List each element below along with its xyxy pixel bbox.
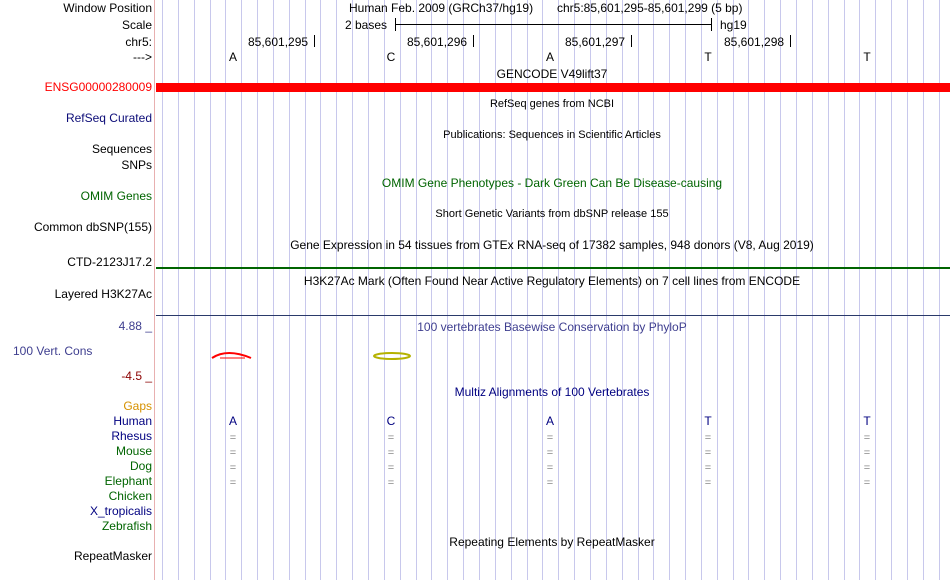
species-chicken: Chicken bbox=[108, 489, 152, 503]
scale-bar-right-tick bbox=[711, 18, 712, 31]
human-base: T bbox=[863, 414, 871, 428]
chrom-label: chr5: bbox=[125, 35, 152, 49]
alignment-match: = bbox=[229, 447, 237, 459]
species-zebrafish: Zebrafish bbox=[101, 519, 152, 533]
alignment-match: = bbox=[546, 462, 554, 474]
coord-tick bbox=[314, 35, 315, 47]
coord-label: 85,601,295 bbox=[248, 35, 309, 49]
gtex-gene-line[interactable] bbox=[156, 267, 950, 269]
human-base: A bbox=[545, 414, 554, 428]
coord-tick bbox=[790, 35, 791, 47]
species-x-tropicalis: X_tropicalis bbox=[89, 504, 152, 518]
phylop-min-label: -4.5 _ bbox=[121, 369, 152, 383]
alignment-match: = bbox=[863, 477, 871, 489]
alignment-match: = bbox=[863, 462, 871, 474]
human-base: C bbox=[386, 414, 396, 428]
strand-label: ---> bbox=[133, 50, 152, 64]
alignment-match: = bbox=[704, 447, 712, 459]
coord-tick bbox=[473, 35, 474, 47]
gencode-gene-label[interactable]: ENSG00000280009 bbox=[44, 80, 152, 94]
alignment-match: = bbox=[546, 447, 554, 459]
base-letter: C bbox=[386, 50, 396, 64]
scale-label: Scale bbox=[121, 18, 152, 32]
omim-track-title[interactable]: OMIM Gene Phenotypes - Dark Green Can Be Disease-causing bbox=[381, 176, 723, 190]
coord-label: 85,601,296 bbox=[407, 35, 468, 49]
human-base: A bbox=[228, 414, 237, 428]
scale-value: 2 bases bbox=[345, 18, 388, 32]
gtex-gene-label[interactable]: CTD-2123J17.2 bbox=[67, 255, 152, 269]
scale-assembly: hg19 bbox=[720, 18, 747, 32]
alignment-match: = bbox=[387, 462, 395, 474]
alignment-match: = bbox=[546, 477, 554, 489]
alignment-match: = bbox=[704, 462, 712, 474]
alignment-match: = bbox=[387, 432, 395, 444]
species-rhesus: Rhesus bbox=[111, 429, 152, 443]
window-position-label: Window Position bbox=[63, 1, 152, 15]
coord-label: 85,601,298 bbox=[724, 35, 785, 49]
alignment-match: = bbox=[704, 477, 712, 489]
scale-bar bbox=[395, 24, 712, 25]
base-letter: T bbox=[704, 50, 712, 64]
refseq-track-title[interactable]: RefSeq genes from NCBI bbox=[489, 98, 615, 110]
layered-h3k27ac-label[interactable]: Layered H3K27Ac bbox=[54, 287, 152, 301]
gencode-gene-bar[interactable] bbox=[156, 83, 950, 92]
repeatmasker-label[interactable]: RepeatMasker bbox=[73, 549, 152, 563]
dbsnp-track-title[interactable]: Short Genetic Variants from dbSNP release 155 bbox=[435, 208, 669, 220]
omim-genes-label[interactable]: OMIM Genes bbox=[80, 189, 152, 203]
refseq-curated-label[interactable]: RefSeq Curated bbox=[65, 111, 152, 125]
common-dbsnp-label[interactable]: Common dbSNP(155) bbox=[33, 220, 152, 234]
phylop-track-title[interactable]: 100 vertebrates Basewise Conservation by PhyloP bbox=[417, 320, 687, 334]
gtex-track-title[interactable]: Gene Expression in 54 tissues from GTEx RNA-seq of 17382 samples, 948 donors (V8, Aug 2019) bbox=[290, 238, 814, 252]
h3k27ac-baseline bbox=[156, 315, 950, 316]
label-divider bbox=[154, 0, 155, 580]
coord-tick bbox=[631, 35, 632, 47]
alignment-match: = bbox=[387, 477, 395, 489]
scale-bar-left-tick bbox=[395, 18, 396, 31]
gaps-label: Gaps bbox=[123, 399, 152, 413]
phylop-signal bbox=[205, 346, 425, 366]
publications-track-title[interactable]: Publications: Sequences in Scientific Articles bbox=[443, 129, 661, 141]
human-base: T bbox=[704, 414, 712, 428]
base-letter: A bbox=[545, 50, 554, 64]
alignment-match: = bbox=[863, 432, 871, 444]
sequences-label[interactable]: Sequences bbox=[91, 142, 152, 156]
alignment-match: = bbox=[387, 447, 395, 459]
alignment-match: = bbox=[229, 462, 237, 474]
assembly-title: Human Feb. 2009 (GRCh37/hg19) bbox=[349, 1, 534, 15]
base-letter: A bbox=[228, 50, 237, 64]
h3k27ac-track-title[interactable]: H3K27Ac Mark (Often Found Near Active Regulatory Elements) on 7 cell lines from ENCODE bbox=[303, 274, 801, 288]
multiz-track-title[interactable]: Multiz Alignments of 100 Vertebrates bbox=[454, 385, 650, 399]
vert-cons-label[interactable]: 100 Vert. Cons bbox=[13, 344, 93, 358]
gencode-track-title[interactable]: GENCODE V49lift37 bbox=[496, 67, 608, 81]
alignment-match: = bbox=[863, 447, 871, 459]
alignment-match: = bbox=[546, 432, 554, 444]
position-readout: chr5:85,601,295-85,601,299 (5 bp) bbox=[557, 1, 743, 15]
species-elephant: Elephant bbox=[104, 474, 152, 488]
base-letter: T bbox=[863, 50, 871, 64]
snps-label[interactable]: SNPs bbox=[121, 158, 152, 172]
phylop-max-label: 4.88 _ bbox=[118, 319, 152, 333]
alignment-match: = bbox=[229, 477, 237, 489]
species-dog: Dog bbox=[129, 459, 152, 473]
coord-label: 85,601,297 bbox=[565, 35, 626, 49]
species-mouse: Mouse bbox=[115, 444, 152, 458]
species-human: Human bbox=[113, 414, 152, 428]
alignment-match: = bbox=[704, 432, 712, 444]
alignment-match: = bbox=[229, 432, 237, 444]
repeatmasker-track-title[interactable]: Repeating Elements by RepeatMasker bbox=[449, 535, 655, 549]
